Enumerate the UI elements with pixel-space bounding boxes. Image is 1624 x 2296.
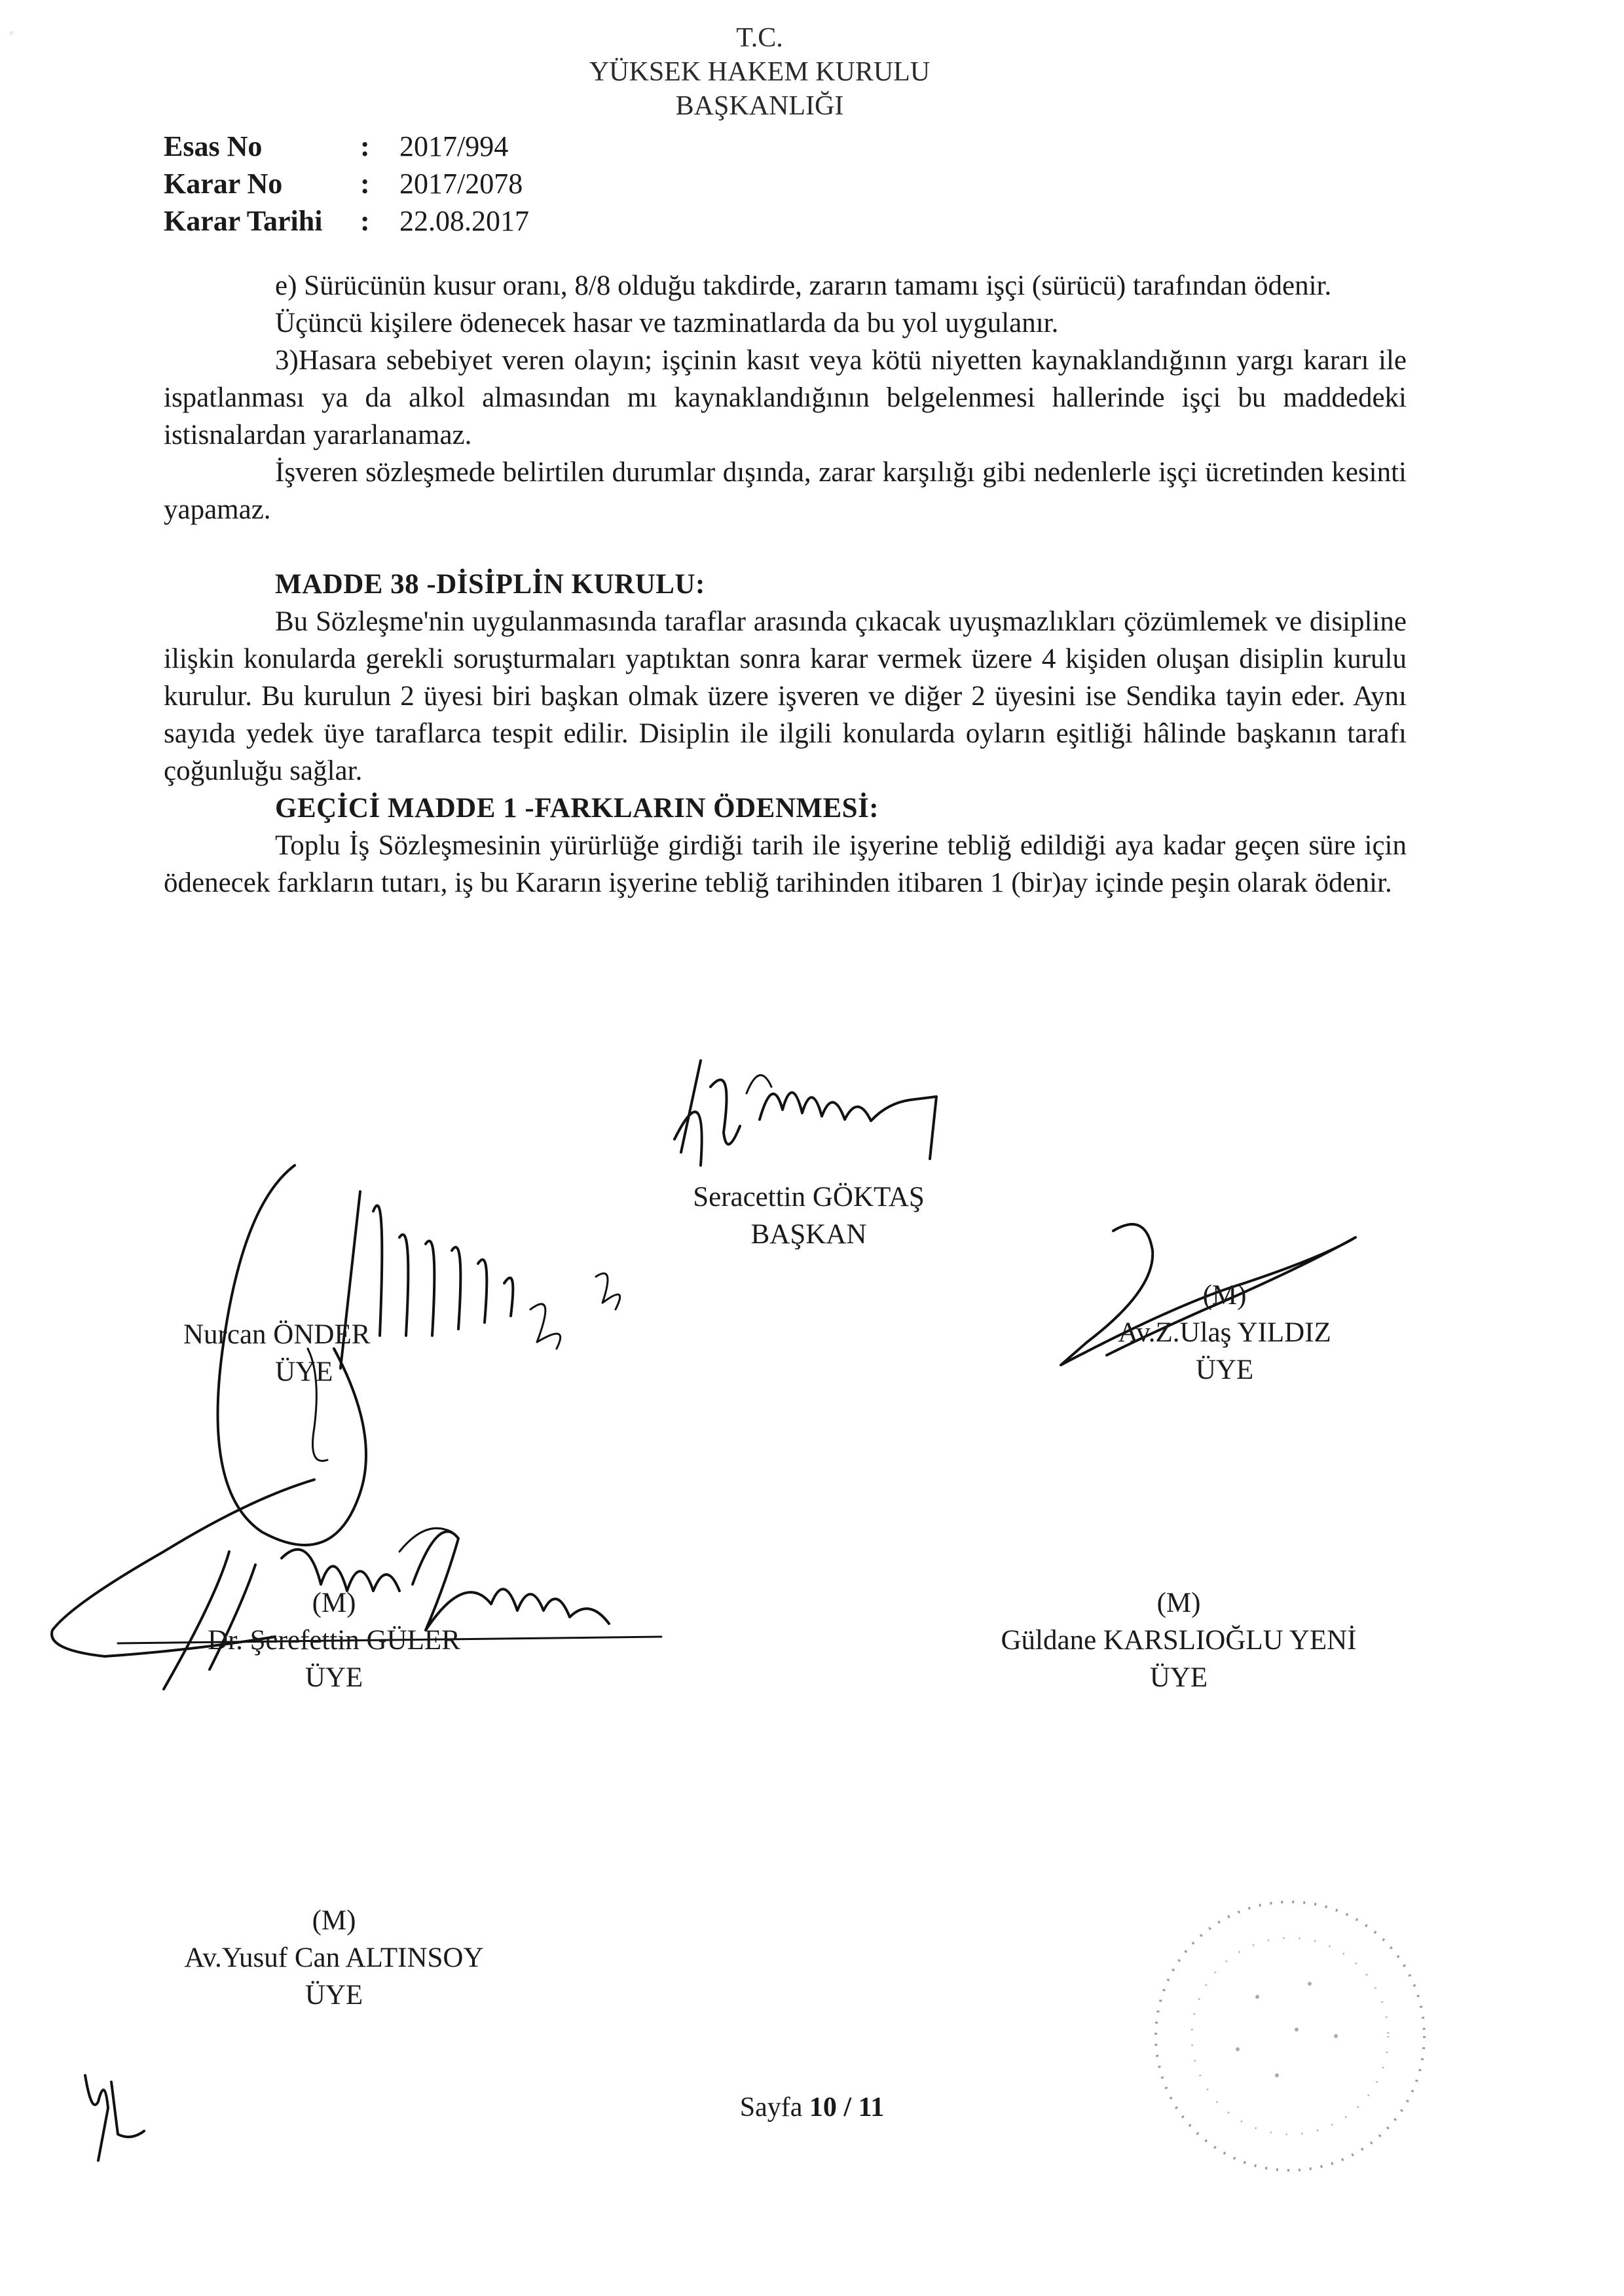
member-2-title: ÜYE bbox=[1195, 1355, 1254, 1385]
tarih-value: 22.08.2017 bbox=[399, 205, 529, 237]
member-4-title: ÜYE bbox=[1149, 1662, 1208, 1693]
case-metadata bbox=[164, 128, 529, 240]
president-name: Seracettin GÖKTAŞ bbox=[693, 1182, 925, 1212]
signature-block-member-1 bbox=[183, 1316, 419, 1391]
spacer bbox=[164, 528, 1407, 566]
member-3-mark: (M) bbox=[312, 1588, 356, 1618]
member-5-title: ÜYE bbox=[304, 1980, 363, 2011]
signature-block-member-5 bbox=[138, 1902, 530, 2014]
separator: : bbox=[360, 205, 370, 237]
header-line-presidency: BAŞKANLIĞI bbox=[675, 91, 844, 121]
paragraph-disciplinary-board: Bu Sözleşme'nin uygulanmasında taraflar arasında çıkacak uyuşmazlıkları çözümlemek ve disipline ilişkin konularda gerekli soruşturmaları yaptıktan sonra karar vermek üzere 4 kişiden oluşan disiplin kurulu kurulur. Bu kurulun 2 üyesi biri başkan olmak üzere işveren ve diğer 2 üyesini ise Sendika tayin eder. Aynı sayıda yedek üye taraflarca tespit edilir. Disiplin ile ilgili konularda oyların eşitliği hâlinde başkanın tarafı çoğunluğu sağlar. bbox=[164, 606, 1407, 786]
member-4-mark: (M) bbox=[1156, 1588, 1201, 1618]
page-total: 11 bbox=[858, 2092, 885, 2123]
tarih-label: Karar Tarihi bbox=[164, 205, 323, 237]
separator: : bbox=[360, 130, 370, 162]
karar-value: 2017/2078 bbox=[399, 168, 523, 200]
heading-temporary-article-1: GEÇİCİ MADDE 1 -FARKLARIN ÖDENMESİ: bbox=[275, 793, 879, 824]
member-3-name: Dr. Şerefettin GÜLER bbox=[208, 1625, 460, 1656]
esas-label: Esas No bbox=[164, 130, 263, 162]
esas-value: 2017/994 bbox=[399, 130, 509, 162]
member-1-name: Nurcan ÖNDER bbox=[183, 1319, 371, 1350]
scan-artifact: ◦ bbox=[9, 26, 14, 39]
member-3-title: ÜYE bbox=[304, 1662, 363, 1693]
member-4-name: Güldane KARSLIOĞLU YENİ bbox=[1001, 1625, 1357, 1656]
header-line-tc: T.C. bbox=[736, 23, 783, 53]
member-1-title: ÜYE bbox=[275, 1357, 333, 1387]
signature-block-member-2 bbox=[1061, 1277, 1388, 1389]
signature-block-president bbox=[645, 1178, 972, 1253]
member-5-name: Av.Yusuf Can ALTINSOY bbox=[184, 1942, 484, 1973]
signature-block-member-4 bbox=[950, 1584, 1408, 1696]
institution-header bbox=[576, 21, 943, 123]
paragraph-third-party: Üçüncü kişilere ödenecek hasar ve tazminatlarda da bu yol uygulanır. bbox=[275, 308, 1059, 338]
member-2-name: Av.Z.Ulaş YILDIZ bbox=[1118, 1317, 1331, 1348]
member-2-mark: (M) bbox=[1202, 1280, 1247, 1311]
page-separator: / bbox=[843, 2092, 852, 2123]
paragraph-driver-fault: e) Sürücünün kusur oranı, 8/8 olduğu takdirde, zararın tamamı işçi (sürücü) tarafından ödenir. bbox=[275, 270, 1332, 301]
document-body bbox=[164, 267, 1407, 902]
karar-label: Karar No bbox=[164, 168, 283, 200]
president-title: BAŞKAN bbox=[750, 1219, 867, 1250]
heading-article-38: MADDE 38 -DİSİPLİN KURULU: bbox=[275, 569, 705, 600]
member-5-mark: (M) bbox=[312, 1905, 356, 1936]
karar-row bbox=[164, 165, 529, 202]
separator: : bbox=[360, 168, 370, 200]
tarih-row bbox=[164, 202, 529, 240]
esas-row bbox=[164, 128, 529, 165]
header-line-institution: YÜKSEK HAKEM KURULU bbox=[589, 57, 931, 87]
initials-mark bbox=[72, 2062, 151, 2167]
page-footer bbox=[655, 2092, 969, 2123]
page-current: 10 bbox=[809, 2092, 837, 2123]
signature-block-member-3 bbox=[151, 1584, 517, 1696]
official-stamp bbox=[1139, 1886, 1441, 2187]
paragraph-deductions: İşveren sözleşmede belirtilen durumlar dışında, zarar karşılığı gibi nedenlerle işçi ücretinden kesinti yapamaz. bbox=[164, 457, 1407, 525]
paragraph-exceptions: 3)Hasara sebebiyet veren olayın; işçinin kasıt veya kötü niyetten kaynaklandığının yargı kararı ile ispatlanması ya da alkol almasından mı kaynaklandığının belgelenmesi hallerinde işçi bu maddedeki istisnalardan yararlanamaz. bbox=[164, 345, 1407, 450]
paragraph-differences-payment: Toplu İş Sözleşmesinin yürürlüğe girdiği tarih ile işyerine tebliğ edildiği aya kadar geçen süre için ödenecek farkların tutarı, iş bu Kararın işyerine tebliğ tarihinden itibaren 1 (bir)ay içinde peşin olarak ödenir. bbox=[164, 830, 1407, 898]
page-prefix: Sayfa bbox=[739, 2092, 803, 2123]
